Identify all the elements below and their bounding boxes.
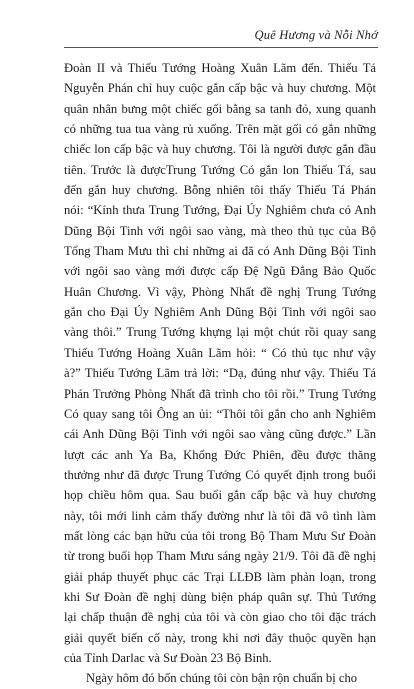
- text-line: cái Anh Dũng Bội Tinh với ngôi sao vàng cũng được.” Lần: [64, 427, 376, 442]
- text-line: Nguyễn Phán chỉ huy cuộc gắn cấp bậc và huy chương. Một: [64, 81, 376, 96]
- text-line: có những tua tua vàng rủ xuống. Trên mặt gối có gắn những: [64, 122, 376, 137]
- text-line: này, tôi mới linh cảm thấy đường như là tôi đã vô tình làm: [64, 508, 376, 523]
- text-line: Có quay sang tôi Ông an ủi: “Thôi tôi gắn cho anh Nghiêm: [64, 406, 376, 421]
- header-rule: [64, 47, 378, 48]
- body-text: [64, 58, 376, 689]
- text-line: lượt các anh Ya Ba, Khổng Đức Phiên, đều được thăng: [64, 447, 376, 462]
- text-line: họp chiều hôm qua. Sau buổi gắn cấp bậc và huy chương: [64, 488, 376, 503]
- text-line: Dũng Bội Tinh với ngôi sao vàng, mà theo thủ tục của Bộ: [64, 223, 376, 238]
- text-line: Huân Chương. Vì vậy, Phòng Nhất đề nghị Trung Tướng: [64, 284, 376, 299]
- text-line: Phán Trưởng Phòng Nhất đã trình cho tôi rồi.” Trung Tướng: [64, 386, 376, 401]
- text-line: Đoàn II và Thiếu Tướng Hoàng Xuân Lãm đến. Thiếu Tá: [64, 61, 376, 75]
- text-line: từ trong buổi họp Tham Mưu sáng ngày 21/9. Tôi đã đề nghị: [64, 549, 376, 564]
- text-line: mất lòng các bạn hữu của tôi trong Bộ Tham Mưu Sư Đoàn: [64, 528, 376, 543]
- paragraph-first-line: Ngày hôm đó bốn chúng tôi còn bận rộn chuẩn bị cho: [86, 671, 358, 686]
- text-line: giải quyết biến cố này, trong khi nơi đây thuộc quyền hạn: [64, 630, 376, 645]
- text-line: tiên. Trước là đượcTrung Tướng Có gắn lon Thiếu Tá, sau: [64, 162, 376, 177]
- text-line: lại chấp thuận đề nghị của tôi và còn giao cho tôi đặc trách: [64, 610, 376, 625]
- text-line: chiếc lon cấp bậc và huy chương. Tôi là người được gắn đầu: [64, 142, 376, 157]
- text-line: giải pháp thuyết phục các Trại LLĐB làm phản loạn, trong: [64, 569, 376, 584]
- text-line: à?” Thiếu Tướng Lãm trả lời: “Dạ, đúng như vậy. Thiếu Tá: [64, 366, 376, 381]
- text-line: Thiếu Tướng Hoàng Xuân Lãm hỏi: “ Có thủ tục như vậy: [64, 345, 376, 360]
- text-line: khi Sư Đoàn đề nghị dùng biện pháp quân sự. Thủ Tướng: [64, 589, 376, 604]
- text-line: thưởng như đã được Trung Tướng Có quyết định trong buổi: [64, 467, 376, 482]
- text-line: vàng thôi.” Trung Tướng khựng lại một chút rồi quay sang: [64, 325, 376, 340]
- running-header: Quê Hương và Nỗi Nhớ: [254, 28, 378, 42]
- text-line: của Tỉnh Darlac và Sư Đoàn 23 Bộ Binh.: [64, 650, 272, 665]
- text-line: đến gắn huy chương. Bỗng nhiên tôi thấy Thiếu Tá Phán: [64, 183, 376, 198]
- text-line: quân nhân bưng một chiếc gối bằng sa tanh đỏ, xung quanh: [64, 101, 376, 116]
- text-line: gắn cho Đại Úy Nghiêm Anh Dũng Bội Tinh với ngôi sao: [64, 305, 376, 320]
- text-line: nói: “Kính thưa Trung Tướng, Đại Úy Nghiêm chưa có Anh: [64, 203, 376, 218]
- text-line: với ngôi sao vàng mới được cấp Đệ Ngũ Đẳng Bảo Quốc: [64, 264, 376, 279]
- text-line: Tổng Tham Mưu thì chỉ những ai đã có Anh Dũng Bội Tinh: [64, 244, 376, 259]
